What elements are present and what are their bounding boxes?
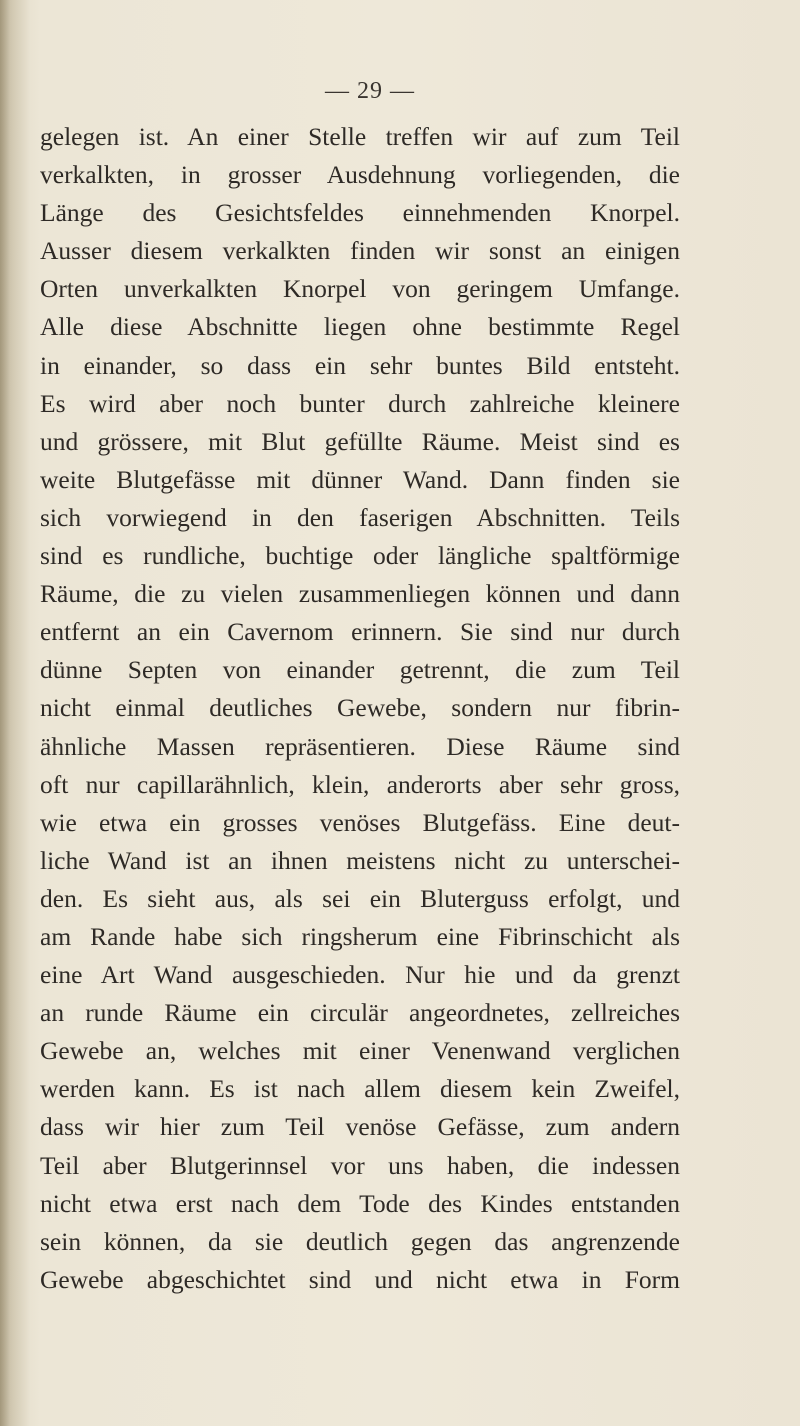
text-line: Es wird aber noch bunter durch zahlreiche kleinere: [40, 388, 680, 418]
text-line: den. Es sieht aus, als sei ein Bluterguss erfolgt, und: [40, 883, 680, 913]
text-line: in einander, so dass ein sehr buntes Bild entsteht.: [40, 350, 680, 380]
text-line: eine Art Wand ausgeschieden. Nur hie und da grenzt: [40, 960, 680, 990]
text-line: Ausser diesem verkalkten finden wir sonst an einigen: [40, 236, 680, 266]
text-line: und grössere, mit Blut gefüllte Räume. Meist sind es: [40, 426, 680, 456]
text-line: sich vorwiegend in den faserigen Abschnitten. Teils: [40, 502, 680, 532]
text-line: dünne Septen von einander getrennt, die zum Teil: [40, 655, 680, 685]
body-text: [40, 118, 680, 1299]
text-line: sind es rundliche, buchtige oder längliche spaltförmige: [40, 541, 680, 571]
text-line: liche Wand ist an ihnen meistens nicht zu unterschei-: [40, 845, 680, 875]
spine-shadow: [0, 0, 30, 1426]
text-line: am Rande habe sich ringsherum eine Fibrinschicht als: [40, 921, 680, 951]
text-line: dass wir hier zum Teil venöse Gefässe, zum andern: [40, 1112, 680, 1142]
text-line: Alle diese Abschnitte liegen ohne bestimmte Regel: [40, 312, 680, 342]
text-line: Gewebe an, welches mit einer Venenwand verglichen: [40, 1036, 680, 1066]
text-line: an runde Räume ein circulär angeordnetes, zellreiches: [40, 998, 680, 1028]
page-number: — 29 —: [325, 78, 415, 104]
text-line: werden kann. Es ist nach allem diesem kein Zweifel,: [40, 1074, 680, 1104]
text-line: entfernt an ein Cavernom erinnern. Sie sind nur durch: [40, 617, 680, 647]
text-line: weite Blutgefässe mit dünner Wand. Dann finden sie: [40, 464, 680, 494]
text-line: gelegen ist. An einer Stelle treffen wir auf zum Teil: [40, 122, 680, 151]
text-line: Länge des Gesichtsfeldes einnehmenden Knorpel.: [40, 198, 680, 228]
text-line: ähnliche Massen repräsentieren. Diese Räume sind: [40, 731, 680, 761]
text-line: Gewebe abgeschichtet sind und nicht etwa in Form: [40, 1264, 680, 1294]
text-line: wie etwa ein grosses venöses Blutgefäss. Eine deut-: [40, 807, 680, 837]
text-line: verkalkten, in grosser Ausdehnung vorliegenden, die: [40, 160, 680, 190]
text-line: oft nur capillarähnlich, klein, anderorts aber sehr gross,: [40, 769, 680, 799]
text-line: sein können, da sie deutlich gegen das angrenzende: [40, 1226, 680, 1256]
text-line: nicht einmal deutliches Gewebe, sondern nur fibrin-: [40, 693, 680, 723]
text-line: Teil aber Blutgerinnsel vor uns haben, die indessen: [40, 1150, 680, 1180]
text-line: Räume, die zu vielen zusammenliegen können und dann: [40, 579, 680, 609]
text-line: Orten unverkalkten Knorpel von geringem Umfange.: [40, 274, 680, 304]
text-line: nicht etwa erst nach dem Tode des Kindes entstanden: [40, 1188, 680, 1218]
